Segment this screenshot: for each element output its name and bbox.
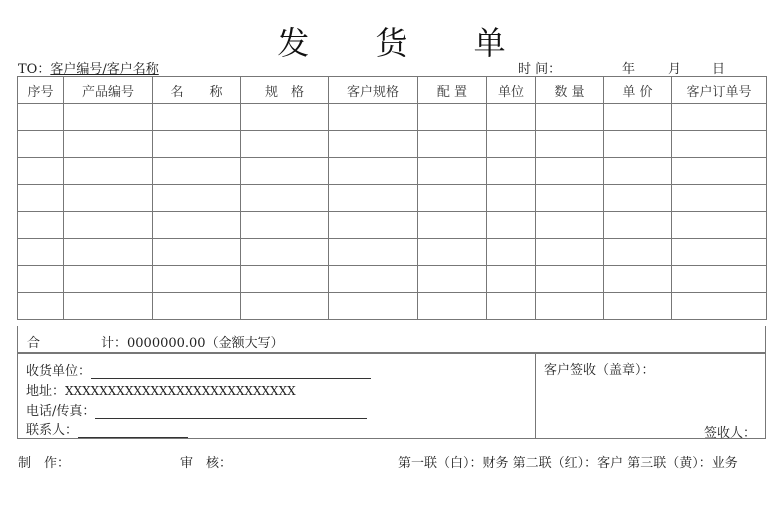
col-header-spec: 规 格 [241,77,329,104]
table-cell[interactable] [536,239,604,266]
address-label: 地址： [26,384,66,399]
table-cell[interactable] [64,212,153,239]
table-row [18,131,767,158]
table-cell[interactable] [329,131,418,158]
table-cell[interactable] [153,185,241,212]
table-cell[interactable] [604,131,672,158]
table-cell[interactable] [64,104,153,131]
table-cell[interactable] [153,104,241,131]
table-cell[interactable] [153,158,241,185]
table-cell[interactable] [672,293,767,320]
table-cell[interactable] [18,212,64,239]
address-line [26,380,296,399]
table-cell[interactable] [329,266,418,293]
table-header-row [18,77,767,104]
table-cell[interactable] [536,131,604,158]
table-cell[interactable] [672,158,767,185]
customer-sign-label: 客户签收（盖章）： [544,363,655,378]
table-cell[interactable] [604,212,672,239]
receiver-details [18,354,535,438]
reviewer-label: 审 核： [180,456,233,471]
table-cell[interactable] [604,185,672,212]
table-cell[interactable] [329,212,418,239]
copies-note: 第一联（白）：财务 第二联（红）：客户 第三联（黄）：业务 [398,456,738,471]
table-cell[interactable] [64,293,153,320]
table-cell[interactable] [604,239,672,266]
table-row [18,104,767,131]
col-header-customer-spec: 客户规格 [329,77,418,104]
col-header-config: 配 置 [418,77,487,104]
table-cell[interactable] [64,239,153,266]
table-cell[interactable] [329,293,418,320]
table-cell[interactable] [536,293,604,320]
table-cell[interactable] [604,158,672,185]
maker-label: 制 作： [18,456,71,471]
table-cell[interactable] [153,266,241,293]
table-cell[interactable] [241,104,329,131]
table-row [18,212,767,239]
phone-line [26,400,367,419]
receiver-unit-field[interactable] [91,366,371,379]
table-cell[interactable] [18,266,64,293]
table-cell[interactable] [487,212,536,239]
table-cell[interactable] [153,293,241,320]
table-cell[interactable] [241,212,329,239]
table-cell[interactable] [64,266,153,293]
table-cell[interactable] [418,293,487,320]
table-cell[interactable] [604,104,672,131]
col-header-name: 名 称 [153,77,241,104]
table-row [18,185,767,212]
table-cell[interactable] [241,239,329,266]
table-cell[interactable] [418,158,487,185]
table-cell[interactable] [241,131,329,158]
table-cell[interactable] [241,158,329,185]
customer-signature-box[interactable] [535,354,766,441]
total-amount: 计：0000000.00（金额大写） [101,336,284,351]
address-value[interactable]: XXXXXXXXXXXXXXXXXXXXXXXXXXX [65,384,296,398]
title-char: 货 [375,24,408,62]
receiver-unit-label: 收货单位： [26,364,92,379]
table-cell[interactable] [536,104,604,131]
col-header-unit: 单位 [487,77,536,104]
contact-label: 联系人： [26,423,79,438]
table-cell[interactable] [329,239,418,266]
day-label: 日 [712,62,726,77]
col-header-order-no: 客户订单号 [672,77,767,104]
table-cell[interactable] [64,158,153,185]
table-cell[interactable] [672,131,767,158]
table-cell[interactable] [329,104,418,131]
receiver-unit-line [26,360,371,379]
items-table [17,76,767,320]
table-cell[interactable] [418,212,487,239]
table-cell[interactable] [153,131,241,158]
to-value-field[interactable]: 客户编号/客户名称 [50,62,159,77]
month-label: 月 [668,62,682,77]
table-cell[interactable] [536,266,604,293]
col-header-unit-price: 单 价 [604,77,672,104]
table-cell[interactable] [153,212,241,239]
table-cell[interactable] [487,266,536,293]
table-cell[interactable] [672,104,767,131]
table-row [18,293,767,320]
table-cell[interactable] [487,158,536,185]
table-cell[interactable] [329,158,418,185]
table-cell[interactable] [241,293,329,320]
table-cell[interactable] [672,212,767,239]
table-cell[interactable] [18,185,64,212]
table-row [18,239,767,266]
table-cell[interactable] [418,104,487,131]
table-cell[interactable] [329,185,418,212]
table-cell[interactable] [487,239,536,266]
table-cell[interactable] [487,131,536,158]
table-row [18,266,767,293]
table-cell[interactable] [418,239,487,266]
table-cell[interactable] [18,293,64,320]
col-header-quantity: 数 量 [536,77,604,104]
table-cell[interactable] [18,131,64,158]
to-line [18,58,159,77]
title-char: 发 [277,24,310,62]
total-label-he: 合 [27,336,41,351]
table-cell[interactable] [241,185,329,212]
contact-field[interactable] [78,425,188,438]
contact-line [26,419,188,438]
table-cell[interactable] [418,131,487,158]
table-cell[interactable] [604,266,672,293]
table-cell[interactable] [418,266,487,293]
table-cell[interactable] [18,104,64,131]
table-cell[interactable] [418,185,487,212]
signer-label: 签收人： [703,426,756,441]
year-label: 年 [622,62,636,77]
col-header-product-code: 产品编号 [64,77,153,104]
table-cell[interactable] [153,239,241,266]
to-label: TO： [18,62,51,77]
table-cell[interactable] [536,212,604,239]
table-cell[interactable] [487,293,536,320]
table-cell[interactable] [672,266,767,293]
table-row [18,158,767,185]
table-cell[interactable] [672,185,767,212]
table-cell[interactable] [672,239,767,266]
phone-field[interactable] [95,406,367,419]
table-cell[interactable] [64,185,153,212]
total-row [17,326,766,353]
table-cell[interactable] [64,131,153,158]
table-cell[interactable] [18,239,64,266]
table-cell[interactable] [18,158,64,185]
phone-label: 电话/传真： [26,404,96,419]
receiver-section [17,353,766,439]
col-header-index: 序号 [18,77,64,104]
table-cell[interactable] [241,266,329,293]
title-char: 单 [473,24,506,62]
table-cell[interactable] [604,293,672,320]
time-label: 时 间： [518,62,562,77]
table-cell[interactable] [487,104,536,131]
table-cell[interactable] [487,185,536,212]
table-cell[interactable] [536,185,604,212]
table-cell[interactable] [536,158,604,185]
